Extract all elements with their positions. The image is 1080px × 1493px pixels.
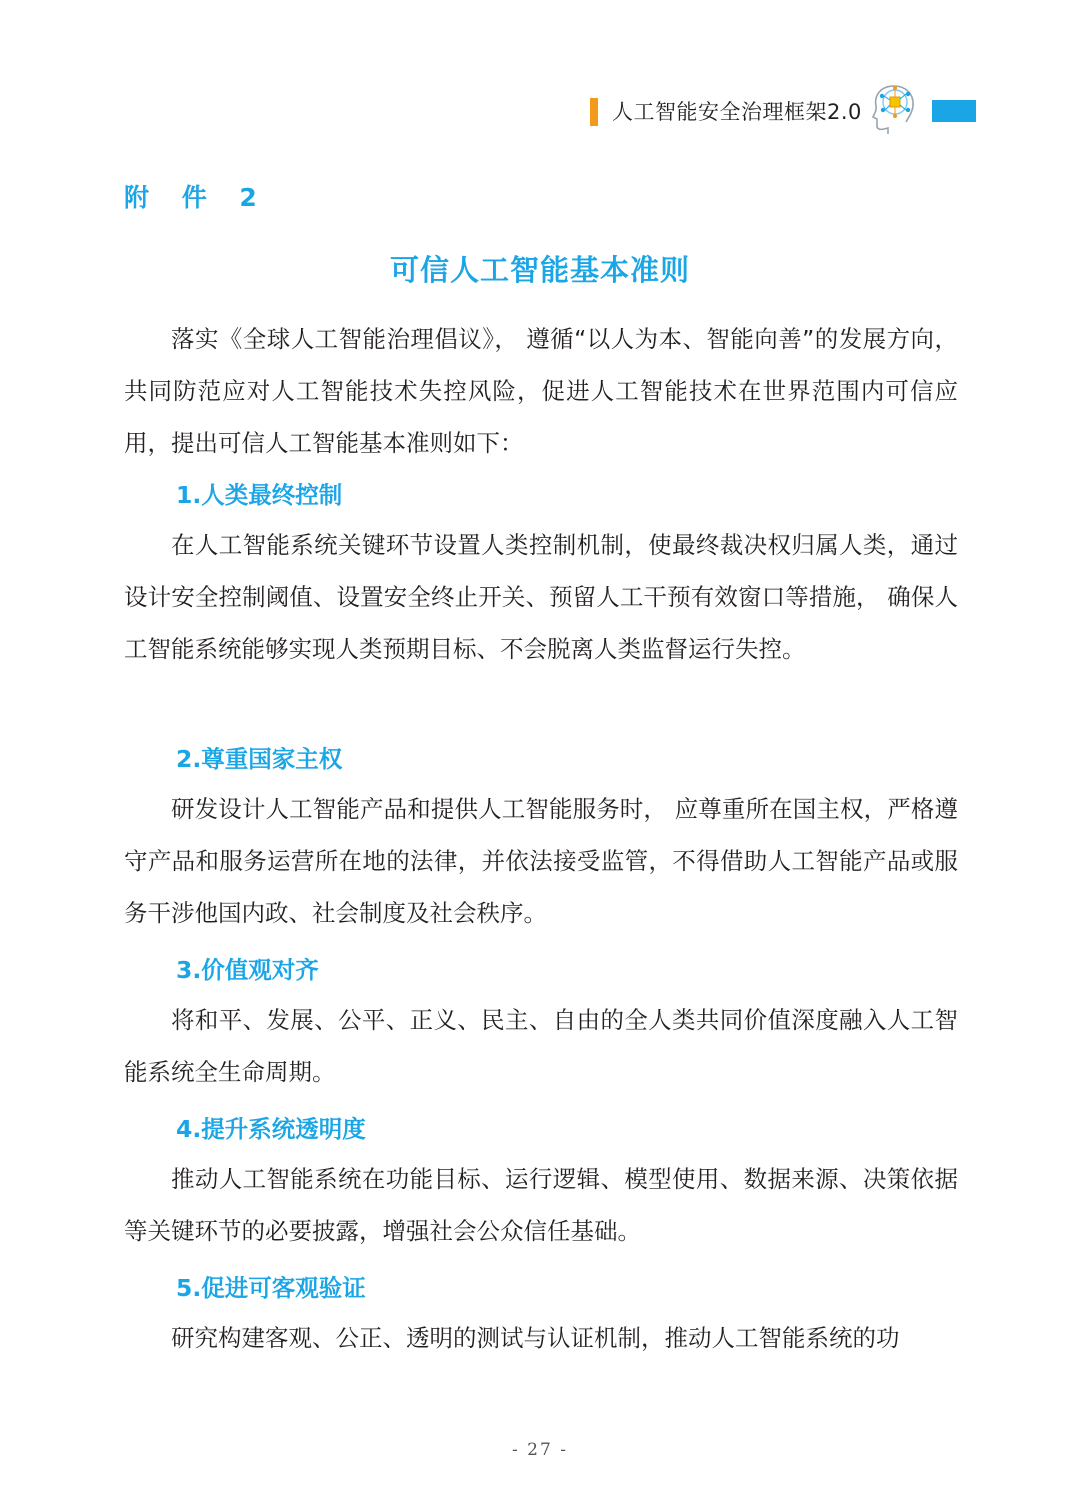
section-heading-3: 3.价值观对齐 xyxy=(176,956,319,984)
section-heading-5: 5.促进可客观验证 xyxy=(176,1274,366,1302)
header-accent-bar xyxy=(590,98,598,126)
section-heading-4: 4.提升系统透明度 xyxy=(176,1115,366,1143)
page-header xyxy=(0,80,1080,140)
header-title: 人工智能安全治理框架2.0 xyxy=(612,100,862,124)
ai-brain-circuit-icon xyxy=(868,82,920,138)
section-heading-2: 2.尊重国家主权 xyxy=(176,745,343,773)
page-number: - 27 - xyxy=(512,1440,568,1460)
section-body-2: 研发设计人工智能产品和提供人工智能服务时， 应尊重所在国主权，严格遵守产品和服务运营所在地的法律，并依法接受监管，不得借助人工智能产品或服务干涉他国内政、社会制度及社会秩序。 xyxy=(124,795,958,927)
section-body-3: 将和平、发展、公平、正义、民主、自由的全人类共同价值深度融入人工智能系统全生命周期。 xyxy=(124,1006,958,1086)
section-body-1: 在人工智能系统关键环节设置人类控制机制，使最终裁决权归属人类，通过设计安全控制阈值、设置安全终止开关、预留人工干预有效窗口等措施， 确保人工智能系统能够实现人类预期目标、不会脱离人类监督运行失控。 xyxy=(124,531,958,663)
annex-label: 附 件 2 xyxy=(124,183,269,212)
header-brand-block xyxy=(932,100,976,122)
section-heading-1: 1.人类最终控制 xyxy=(176,481,343,509)
page-title: 可信人工智能基本准则 xyxy=(389,253,690,287)
section-body-4: 推动人工智能系统在功能目标、运行逻辑、模型使用、数据来源、决策依据等关键环节的必要披露，增强社会公众信任基础。 xyxy=(124,1165,958,1245)
section-body-5: 研究构建客观、公正、透明的测试与认证机制，推动人工智能系统的功 xyxy=(171,1324,900,1352)
intro-paragraph: 落实《全球人工智能治理倡议》， 遵循“以人为本、智能向善”的发展方向，共同防范应对人工智能技术失控风险，促进人工智能技术在世界范围内可信应用，提出可信人工智能基本准则如下： xyxy=(124,325,958,457)
